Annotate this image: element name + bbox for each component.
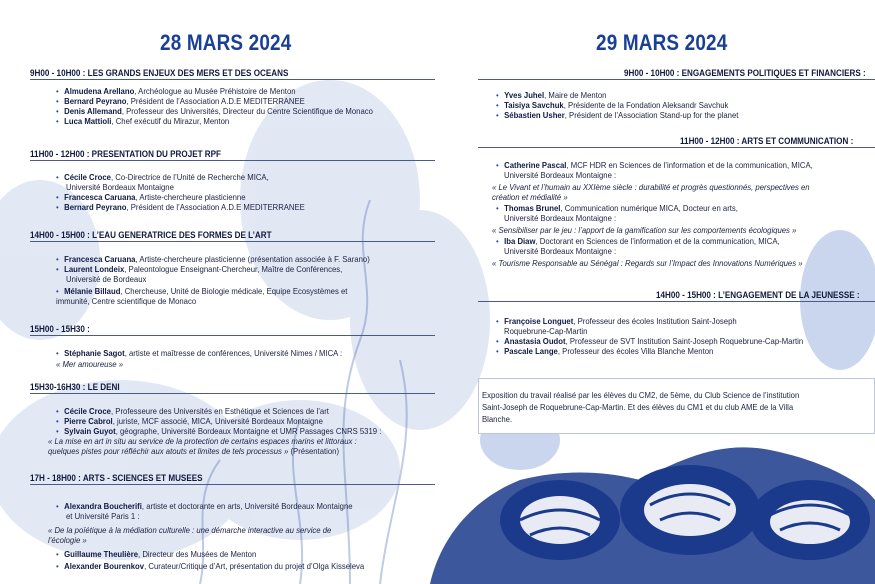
list-item: • Pascale Lange, Professeur des écoles Villa Blanche Menton [496,346,714,356]
section-divider [30,160,435,161]
bullet-icon: • [56,192,59,202]
bullet-icon: • [56,416,59,426]
list-item: • Guillaume Theulière, Directeur des Musées de Menton [56,549,257,559]
bullet-icon: • [496,236,499,246]
section-title: 14H00 - 15H00 : L’EAU GENERATRICE DES FORMES DE L’ART [30,230,272,240]
list-item: • Cécile Croce, Professeure des Universités en Esthétique et Sciences de l’art [56,406,329,416]
list-item: • Sébastien Usher, Président de l’Association Stand-up for the planet [496,110,739,120]
list-item-continuation: Université de Bordeaux [66,274,147,284]
bullet-icon: • [56,254,59,264]
list-item-continuation: Université Bordeaux Montaigne : [504,246,617,256]
list-item: • Bernard Peyrano, Président de l’Association A.D.E MEDITERRANEE [56,202,305,212]
bullet-icon: • [496,160,499,170]
list-item: • Sylvain Guyot, géographe, Université Bordeaux Montaigne et UMR Passages CNRS 5319 : [56,426,382,436]
bullet-icon: • [56,264,59,274]
section-divider [30,335,435,336]
list-item: • Bernard Peyrano, Président de l’Association A.D.E MEDITERRANEE [56,96,305,106]
section-title: 9H00 - 10H00 : LES GRANDS ENJEUX DES MERS ET DES OCEANS [30,68,289,78]
list-item: • Stéphanie Sagot, artiste et maîtresse de conférences, Université Nimes / MICA : [56,348,343,358]
talk-title: « La mise en art in situ au service de la protection de certains espaces marins et littoraux : [48,436,357,446]
section-title: 17H - 18H00 : ARTS - SCIENCES ET MUSEES [30,473,203,483]
list-item: • Pierre Cabrol, juriste, MCF associé, MICA, Université Bordeaux Montaigne [56,416,323,426]
section-title: 9H00 - 10H00 : ENGAGEMENTS POLITIQUES ET FINANCIERS : [624,68,866,78]
day-2-title: 29 MARS 2024 [596,30,728,55]
bullet-icon: • [56,348,59,358]
list-item: • Cécile Croce, Co-Directrice de l’Unité de Recherche MICA, [56,172,269,182]
section-title: 15H30-16H30 : LE DENI [30,382,120,392]
section-divider [478,147,875,148]
bullet-icon: • [56,106,59,116]
list-item: • Mélanie Billaud, Chercheuse, Unité de Biologie médicale, Equipe Ecosystèmes et [56,286,348,296]
list-item: • Francesca Caruana, Artiste-chercheure plasticienne (présentation associée à F. Sarano) [56,254,370,264]
bullet-icon: • [496,316,499,326]
list-item-continuation: Université Bordeaux Montaigne : [504,170,617,180]
list-item-continuation: immunité, Centre scientifique de Monaco [56,296,197,306]
day-1-title: 28 MARS 2024 [160,30,292,55]
section-title: 15H00 - 15H30 : [30,324,90,334]
exhibition-text: Saint-Joseph de Roquebrune-Cap-Martin. Et des élèves du CM1 et du club AME de la Villa [482,402,794,412]
list-item: • Luca Mattioli, Chef exécutif du Mirazur, Menton [56,116,230,126]
bullet-icon: • [56,406,59,416]
exhibition-text: Blanche. [482,414,513,424]
talk-title: création et médialité » [492,192,568,202]
bullet-icon: • [56,561,59,571]
list-item: • Francesca Caruana, Artiste-chercheure plasticienne [56,192,246,202]
list-item: • Alexandra Boucherifi, artiste et doctorante en arts, Université Bordeaux Montaigne [56,501,353,511]
section-divider [30,393,435,394]
talk-title: « Sensibiliser par le jeu : l’apport de la gamification sur les comportements écologiques » [492,225,797,235]
list-item: • Yves Juhel, Maire de Menton [496,90,607,100]
list-item-continuation: Université Bordeaux Montaigne : [504,213,617,223]
list-item: • Thomas Brunel, Communication numérique MICA, Docteur en arts, [496,203,738,213]
bullet-icon: • [56,202,59,212]
section-divider [30,484,435,485]
bullet-icon: • [496,110,499,120]
bullet-icon: • [56,86,59,96]
bullet-icon: • [496,336,499,346]
section-divider [30,79,435,80]
talk-title: l’écologie » [48,535,87,545]
list-item-continuation: Université Bordeaux Montaigne [66,182,174,192]
list-item: • Iba Diaw, Doctorant en Sciences de l’information et de la communication, MICA, [496,236,780,246]
list-item: • Françoise Longuet, Professeur des écoles Institution Saint-Joseph [496,316,737,326]
bullet-icon: • [496,203,499,213]
bullet-icon: • [56,549,59,559]
section-title: 11H00 - 12H00 : ARTS ET COMMUNICATION : [680,136,854,146]
talk-title: « Mer amoureuse » [56,359,124,369]
section-divider [30,241,435,242]
list-item: • Almudena Arellano, Archéologue au Musée Préhistoire de Menton [56,86,296,96]
section-divider [478,301,875,302]
bullet-icon: • [56,116,59,126]
section-divider [478,79,875,80]
bullet-icon: • [56,286,59,296]
bullet-icon: • [496,346,499,356]
bullet-icon: • [56,96,59,106]
talk-title: quelques pistes pour réfléchir aux atouts et limites de tels processus » (Présentation) [48,446,340,456]
talk-title: « Tourisme Responsable au Sénégal : Regards sur l’Impact des Innovations Numériques » [492,258,803,268]
bullet-icon: • [56,501,59,511]
list-item: • Alexander Bourenkov, Curateur/Critique d’Art, présentation du projet d’Olga Kisseleva [56,561,365,571]
list-item: • Laurent Londeix, Paleontologue Enseignant-Chercheur, Maître de Conférences, [56,264,343,274]
bullet-icon: • [56,172,59,182]
list-item: • Denis Allemand, Professeur des Universités, Directeur du Centre Scientifique de Monaco [56,106,373,116]
bullet-icon: • [496,100,499,110]
bullet-icon: • [496,90,499,100]
list-item: • Taisiya Savchuk, Présidente de la Fondation Aleksandr Savchuk [496,100,729,110]
list-item-continuation: et Université Paris 1 : [66,511,140,521]
bullet-icon: • [56,426,59,436]
section-title: 11H00 - 12H00 : PRESENTATION DU PROJET RPF [30,149,222,159]
talk-title: « Le Vivant et l’humain au XXIème siècle : durabilité et progrès questionnés, perspectives en [492,182,810,192]
section-title: 14H00 - 15H00 : L’ENGAGEMENT DE LA JEUNESSE : [656,290,860,300]
talk-title: « De la poïétique à la médiation culturelle : une démarche interactive au service de [48,525,332,535]
list-item: • Anastasia Oudot, Professeur de SVT Institution Saint-Joseph Roquebrune-Cap-Martin [496,336,804,346]
list-item: • Catherine Pascal, MCF HDR en Sciences de l’information et de la communication, MICA, [496,160,813,170]
list-item-continuation: Roquebrune-Cap-Martin [504,326,588,336]
exhibition-text: Exposition du travail réalisé par les élèves du CM2, de 5ème, du Club Science de l’institution [482,390,800,400]
